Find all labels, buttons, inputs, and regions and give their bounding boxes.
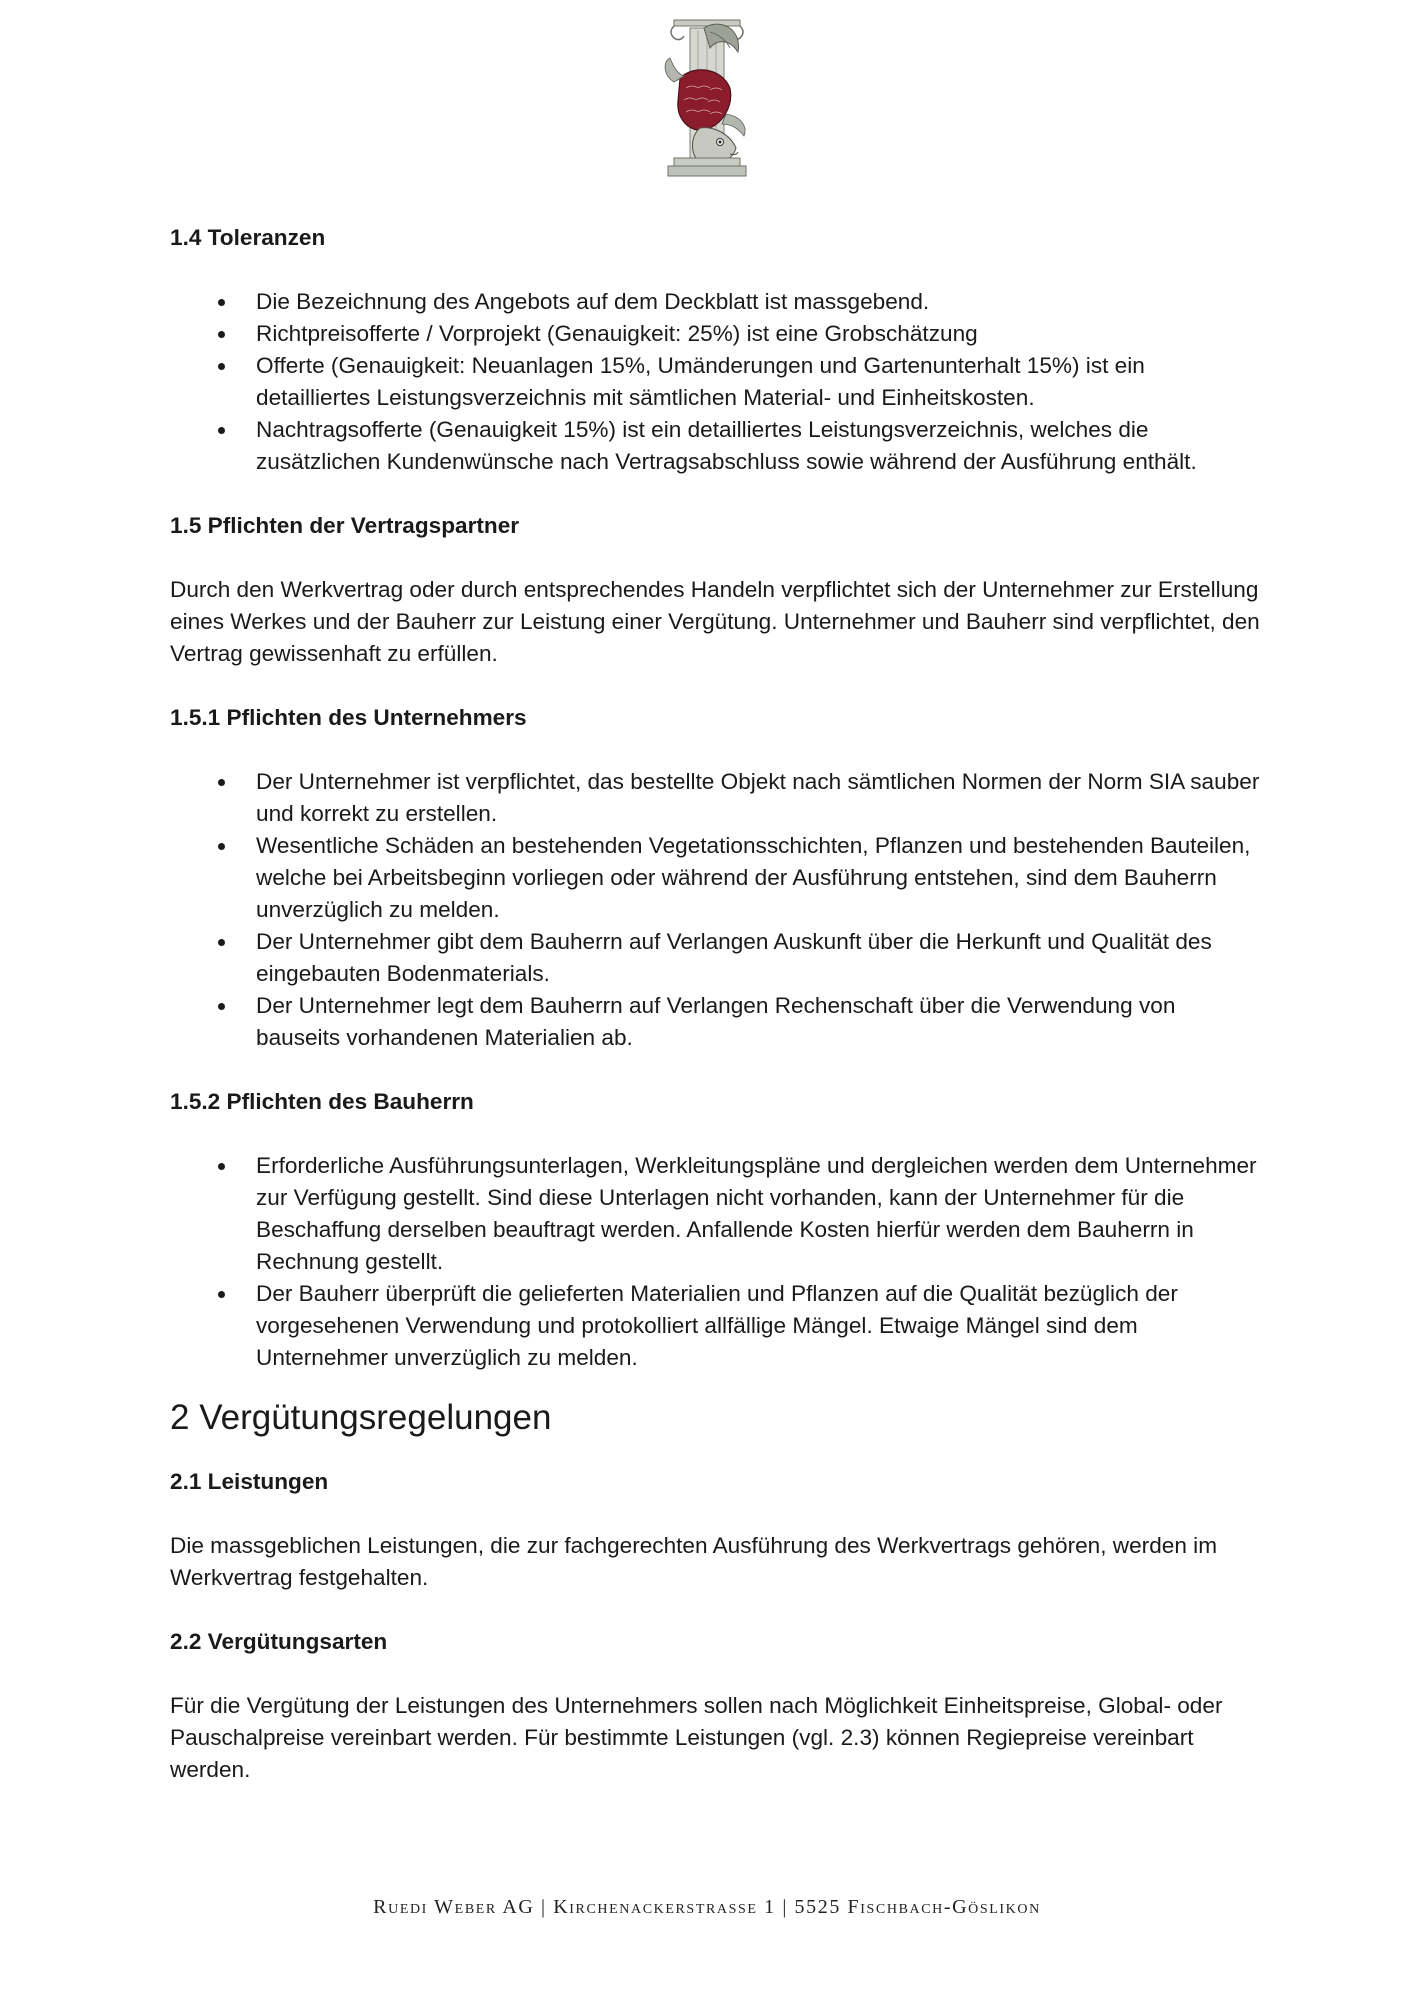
bullet-list-bauherr	[170, 1150, 1260, 1374]
bullet-icon	[218, 363, 225, 370]
section-heading-1-5-1: 1.5.1 Pflichten des Unternehmers	[170, 705, 527, 730]
bullet-icon	[218, 1291, 225, 1298]
document-body	[170, 222, 1260, 1786]
list-item: Offerte (Genauigkeit: Neuanlagen 15%, Umänderungen und Gartenunterhalt 15%) ist ein detailliertes Leistungsverzeichnis mit sämtlichen Material- und Einheitskosten.	[170, 350, 1260, 414]
list-item: Nachtragsofferte (Genauigkeit 15%) ist ein detailliertes Leistungsverzeichnis, welches die zusätzlichen Kundenwünsche nach Vertragsabschluss sowie während der Ausführung enthält.	[170, 414, 1260, 478]
list-item: Der Bauherr überprüft die gelieferten Materialien und Pflanzen auf die Qualität bezüglich der vorgesehenen Verwendung und protokolliert allfällige Mängel. Etwaige Mängel sind dem Unternehmer unverzüglich zu melden.	[170, 1278, 1260, 1374]
bullet-icon	[218, 1163, 225, 1170]
section-heading-1-4: 1.4 Toleranzen	[170, 225, 326, 250]
paragraph-leistungen: Die massgeblichen Leistungen, die zur fachgerechten Ausführung des Werkvertrags gehören, werden im Werkvertrag festgehalten.	[170, 1533, 1218, 1590]
list-item: Der Unternehmer ist verpflichtet, das bestellte Objekt nach sämtlichen Normen der Norm SIA sauber und korrekt zu erstellen.	[170, 766, 1260, 830]
page-footer: Ruedi Weber AG | Kirchenackerstrasse 1 | 5525 Fischbach-Göslikon	[373, 1896, 1041, 1918]
bullet-icon	[218, 939, 225, 946]
paragraph-verguetungsarten: Für die Vergütung der Leistungen des Unternehmers sollen nach Möglichkeit Einheitspreise, Global- oder Pauschalpreise vereinbart werden. Für bestimmte Leistungen (vgl. 2.3) können Regiepreise vereinbart werden.	[170, 1693, 1223, 1782]
section-heading-2-1: 2.1 Leistungen	[170, 1469, 329, 1494]
list-item: Der Unternehmer legt dem Bauherrn auf Verlangen Rechenschaft über die Verwendung von bauseits vorhandenen Materialien ab.	[170, 990, 1260, 1054]
bullet-icon	[218, 843, 225, 850]
list-item: Erforderliche Ausführungsunterlagen, Werkleitungspläne und dergleichen werden dem Unternehmer zur Verfügung gestellt. Sind diese Unterlagen nicht vorhanden, kann der Unternehmer für die Beschaffung derselben beauftragt werden. Anfallende Kosten hierfür werden dem Bauherrn in Rechnung gestellt.	[170, 1150, 1260, 1278]
bullet-icon	[218, 299, 225, 306]
bullet-icon	[218, 331, 225, 338]
koi-fish-column-logo	[660, 18, 754, 180]
list-item: Die Bezeichnung des Angebots auf dem Deckblatt ist massgebend.	[170, 286, 1260, 318]
chapter-heading-2: 2 Vergütungsregelungen	[170, 1398, 552, 1437]
paragraph-vertragspartner: Durch den Werkvertrag oder durch entsprechendes Handeln verpflichtet sich der Unternehmer zur Erstellung eines Werkes und der Bauherr zur Leistung einer Vergütung. Unternehmer und Bauherr sind verpflichtet, den Vertrag gewissenhaft zu erfüllen.	[170, 577, 1260, 666]
list-item: Wesentliche Schäden an bestehenden Vegetationsschichten, Pflanzen und bestehenden Bauteilen, welche bei Arbeitsbeginn vorliegen oder während der Ausführung entstehen, sind dem Bauherrn unverzüglich zu melden.	[170, 830, 1260, 926]
list-item: Der Unternehmer gibt dem Bauherrn auf Verlangen Auskunft über die Herkunft und Qualität des eingebauten Bodenmaterials.	[170, 926, 1260, 990]
section-heading-2-2: 2.2 Vergütungsarten	[170, 1629, 388, 1654]
bullet-list-toleranzen	[170, 286, 1260, 478]
section-heading-1-5-2: 1.5.2 Pflichten des Bauherrn	[170, 1089, 474, 1114]
bullet-icon	[218, 1003, 225, 1010]
bullet-list-unternehmer	[170, 766, 1260, 1054]
bullet-icon	[218, 427, 225, 434]
bullet-icon	[218, 779, 225, 786]
section-heading-1-5: 1.5 Pflichten der Vertragspartner	[170, 513, 520, 538]
list-item: Richtpreisofferte / Vorprojekt (Genauigkeit: 25%) ist eine Grobschätzung	[170, 318, 1260, 350]
